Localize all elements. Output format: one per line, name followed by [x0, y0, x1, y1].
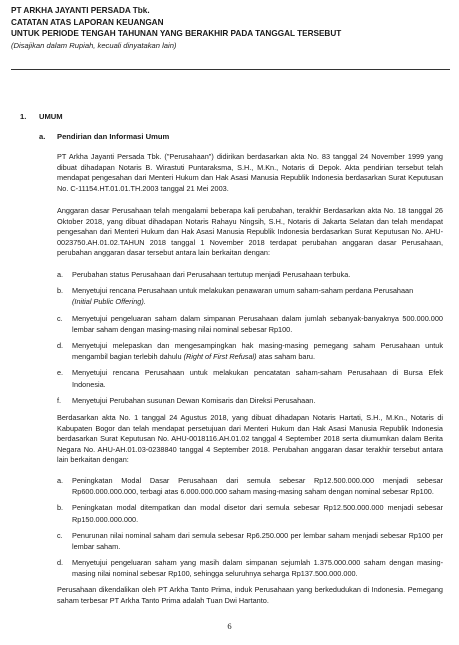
- capital-change-list: [57, 475, 443, 580]
- paragraph-latest-amendment: Berdasarkan akta No. 1 tanggal 24 Agustus 2018, yang dibuat dihadapan Notaris Hartati, S.H., M.Kn., Notaris di Kabupaten Bogor dan telah mendapat persetujuan dari Menteri Hukum dan Hak Asasi Manusia Republik Indonesia berdasarkan Surat Keputusan No. AHU-0018116.AH.01.02 tanggal 4 September 2018 serta diumumkan dalam Berita Negara No. AHU-AH.01.03-0238840 tanggal 4 September 2018. Perubahan anggaran dasar terakhir tersebut antara lain berkaitan dengan:: [57, 413, 443, 465]
- list-item-text: Menyetujui melepaskan dan mengesampingkan hak masing-masing pemegang saham Perusahaan untuk mengambil bagian terlebih dahulu: [72, 341, 443, 362]
- list-item-text: Menyetujui pengeluaran saham yang masih dalam simpanan sejumlah 1.375.000.000 saham dengan masing-masing nilai nominal sebesar Rp100, sehingga seluruhnya seharga Rp137.500.000.000.: [72, 558, 443, 579]
- list-item-text: Peningkatan Modal Dasar Perusahaan dari semula sebesar Rp12.500.000.000 menjadi sebesar Rp600.000.000.000, terbagi atas 6.000.000.000 saham masing-masing saham dengan nominal sebesar Rp100.: [72, 476, 443, 497]
- subsection-title: Pendirian dan Informasi Umum: [57, 132, 170, 141]
- currency-note: (Disajikan dalam Rupiah, kecuali dinyatakan lain): [11, 40, 177, 50]
- list-item: [57, 269, 443, 280]
- list-marker: c.: [57, 313, 63, 323]
- list-marker: d.: [57, 341, 64, 351]
- page-number: 6: [227, 621, 232, 631]
- list-item: [57, 530, 443, 552]
- paragraph-controlling-entity: Perusahaan dikendalikan oleh PT Arkha Tanto Prima, induk Perusahaan yang berkedudukan di Indonesia. Pemegang saham terbesar PT Arkha Tanto Prima adalah Tuan Dwi Hartanto.: [57, 585, 443, 605]
- list-item: [57, 313, 443, 335]
- list-item-text: Menyetujui pengeluaran saham dalam simpanan Perusahaan dalam jumlah sebanyak-banyaknya 500.000.000 lembar saham dengan masing-masing nilai nominal sebesar Rp100.: [72, 313, 443, 334]
- list-marker: a.: [57, 476, 64, 485]
- report-title: CATATAN ATAS LAPORAN KEUANGAN: [11, 17, 164, 27]
- list-item: [57, 502, 443, 524]
- list-item-text: Peningkatan modal ditempatkan dan modal disetor dari semula sebesar Rp12.500.000.000 menjadi sebesar Rp150.000.000.000.: [72, 503, 443, 524]
- list-marker: f.: [57, 395, 62, 405]
- company-name: PT ARKHA JAYANTI PERSADA Tbk.: [11, 6, 150, 15]
- section-number: 1.: [20, 112, 27, 121]
- list-item-italic-term: (Initial Public Offering).: [72, 297, 146, 307]
- list-marker: e.: [57, 368, 64, 378]
- header-divider: [11, 69, 450, 70]
- list-item-text: Perubahan status Perusahaan dari Perusahaan tertutup menjadi Perusahaan terbuka.: [72, 270, 351, 279]
- subsection-letter: a.: [39, 132, 46, 141]
- list-marker: b.: [57, 503, 64, 513]
- list-item-text: Menyetujui Perubahan susunan Dewan Komisaris dan Direksi Perusahaan.: [72, 395, 316, 405]
- list-item-text: Menyetujui rencana Perusahaan untuk melakukan penawaran umum saham-saham perdana Perusahaan: [72, 286, 414, 296]
- list-item: [57, 475, 443, 497]
- list-item: [57, 285, 443, 307]
- list-marker: d.: [57, 558, 64, 568]
- list-marker: b.: [57, 286, 64, 296]
- list-item-italic-term: (Right of First Refusal): [183, 352, 257, 362]
- list-item-text: Penurunan nilai nominal saham dari semula sebesar Rp6.250.000 per lembar saham menjadi sebesar Rp100 per lembar saham.: [72, 530, 443, 552]
- list-item: [57, 557, 443, 579]
- list-marker: a.: [57, 270, 64, 279]
- paragraph-articles-amendment: Anggaran dasar Perusahaan telah mengalami beberapa kali perubahan, terakhir Berdasarkan akta No. 18 tanggal 26 Oktober 2018, yang dibuat dihadapan Notaris Rahayu Ningsih, S.H., Notaris di Jakarta Selatan dan telah mendapat pengesahan dari Menteri Hukum dan Hak Asasi Manusia Republik Indonesia berdasarkan Surat Keputusan No. AHU-0023750.AH.01.02.TAHUN 2018 tanggal 1 November 2018 terdapat perubahan anggaran dasar Perusahaan, perubahan anggaran dasar tersebut antara lain berkaitan dengan:: [57, 206, 443, 258]
- amendment-list: [57, 269, 443, 406]
- paragraph-establishment: PT Arkha Jayanti Persada Tbk. ("Perusahaan") didirikan berdasarkan akta No. 83 tanggal 24 November 1999 yang dibuat dihadapan Notaris B. Wirastuti Puntaraksma, S.H., M.Kn., Notaris di Depok. Akta pendirian tersebut telah mendapat pengesahan dari Menteri Hukum dan Hak Asasi Manusia Republik Indonesia berdasarkan Surat Keputusan No. C-11154.HT.01.01.TH.2003 tanggal 21 Mei 2003.: [57, 152, 443, 193]
- section-title: UMUM: [39, 112, 63, 121]
- list-item-text: Menyetujui rencana Perusahaan untuk melakukan pencatatan saham-saham Perusahaan di Bursa Efek Indonesia.: [72, 368, 443, 389]
- document-header: [11, 5, 451, 51]
- list-item-text-end: atas saham baru.: [258, 352, 315, 362]
- report-period: UNTUK PERIODE TENGAH TAHUNAN YANG BERAKHIR PADA TANGGAL TERSEBUT: [11, 29, 342, 38]
- list-item: [57, 395, 443, 406]
- list-item: [57, 340, 443, 362]
- list-marker: c.: [57, 530, 63, 540]
- list-item: [57, 367, 443, 389]
